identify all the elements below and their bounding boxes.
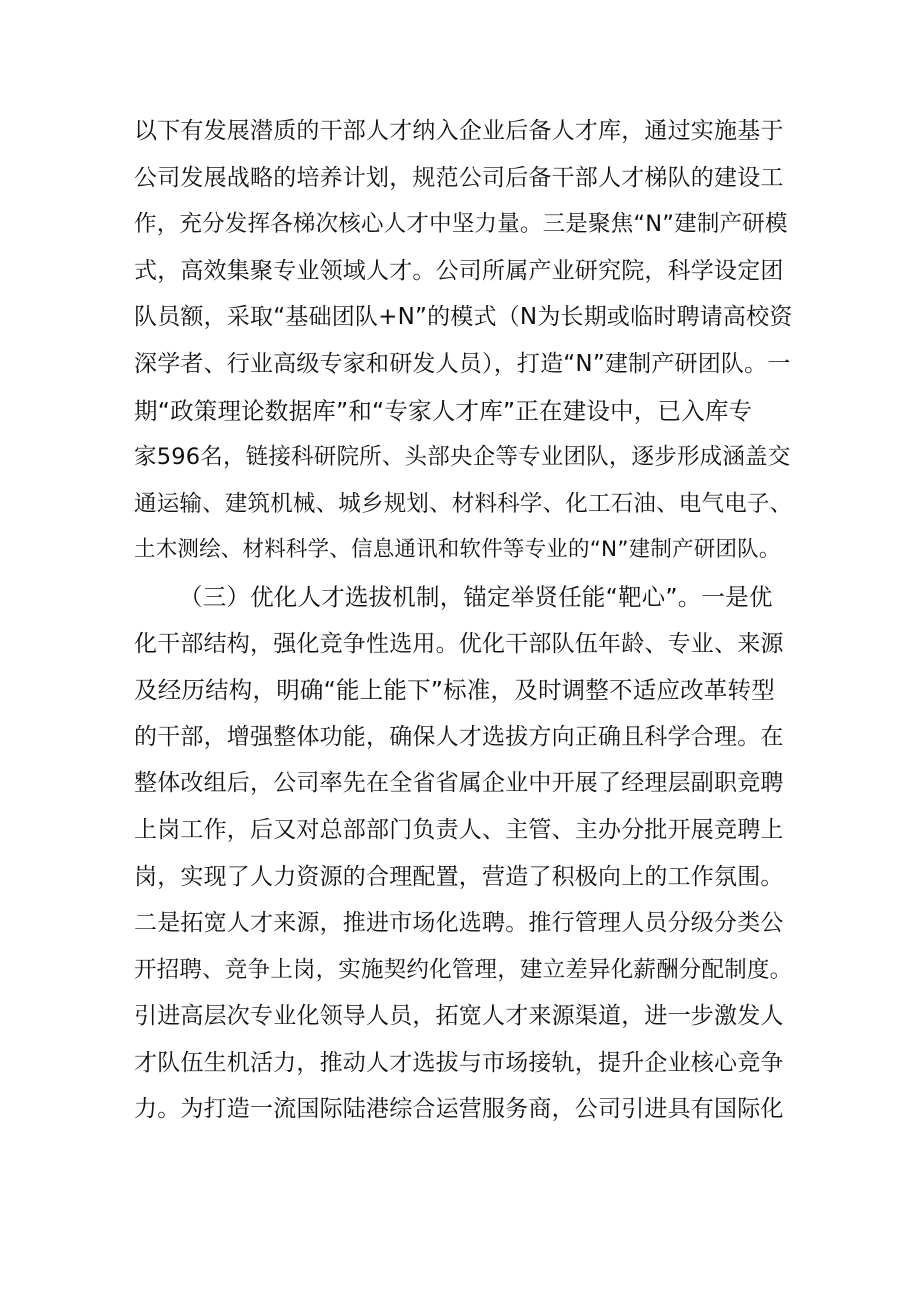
text-line: 及经历结构，明确“能上能下”标准，及时调整不适应改革转型 — [134, 676, 775, 705]
text-line: 化干部结构，强化竞争性选用。优化干部队伍年龄、专业、来源 — [134, 630, 784, 657]
text-line: 岗，实现了人力资源的合理配置，营造了积极向上的工作氛围。 — [134, 863, 784, 890]
text-line: 式，高效集聚专业领域人才。公司所属产业研究院，科学设定团 — [134, 257, 784, 284]
text-line: 力。为打造一流国际陆港综合运营服务商，公司引进具有国际化 — [134, 1096, 784, 1123]
text-line: 开招聘、竞争上岗，实施契约化管理，建立差异化薪酬分配制度。 — [134, 956, 793, 983]
text-line: 队员额，采取“基础团队+N”的模式（N为长期或临时聘请高校资 — [134, 304, 793, 331]
text-line: 整体改组后，公司率先在全省省属企业中开展了经理层副职竞聘 — [134, 770, 784, 797]
text-line: 引进高层次专业化领导人员，拓宽人才来源渠道，进一步激发人 — [134, 1003, 784, 1030]
text-line: 上岗工作，后又对总部部门负责人、主管、主办分批开展竞聘上 — [134, 816, 784, 843]
section-heading-line: （三）优化人才选拔机制，锚定举贤任能“靶心”。一是优 — [179, 582, 773, 611]
text-line: 的干部，增强整体功能，确保人才选拔方向正确且科学合理。在 — [134, 723, 784, 750]
text-line: 家596名，链接科研院所、头部央企等专业团队，逐步形成涵盖交 — [134, 444, 791, 471]
text-line: 作，充分发挥各梯次核心人才中坚力量。三是聚焦“N”建制产研模 — [134, 211, 788, 238]
text-line: 深学者、行业高级专家和研发人员），打造“N”建制产研团队。一 — [134, 350, 791, 377]
text-line: 公司发展战略的培养计划，规范公司后备干部人才梯队的建设工 — [134, 164, 784, 191]
text-line: 才队伍生机活力，推动人才选拔与市场接轨，提升企业核心竞争 — [134, 1049, 784, 1076]
body-text — [134, 108, 794, 1133]
text-line: 二是拓宽人才来源，推进市场化选聘。推行管理人员分级分类公 — [134, 910, 784, 937]
text-line: 土木测绘、材料科学、信息通讯和软件等专业的“N”建制产研团队。 — [134, 537, 781, 563]
text-line: 通运输、建筑机械、城乡规划、材料科学、化工石油、电气电子、 — [134, 490, 793, 517]
text-line: 期“政策理论数据库”和“专家人才库”正在建设中，已入库专 — [134, 396, 753, 425]
text-line: 以下有发展潜质的干部人才纳入企业后备人才库，通过实施基于 — [134, 118, 784, 144]
